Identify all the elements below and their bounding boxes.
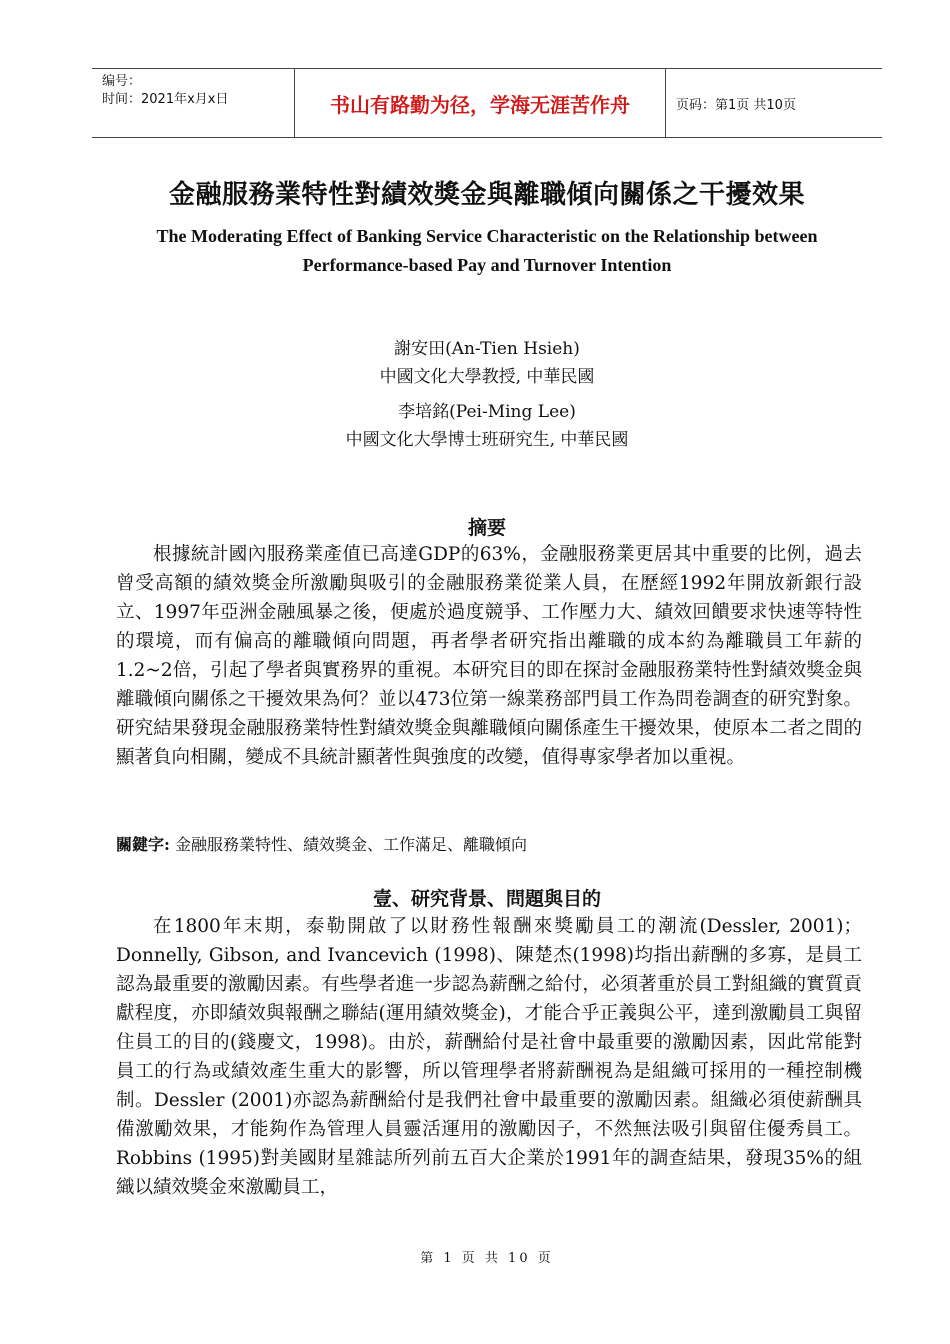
section-1-heading: 壹、研究背景、問題與目的 (372, 888, 601, 910)
author-2-affiliation: 中國文化大學博士班研究生, 中華民國 (345, 430, 629, 450)
header-number: 编号： (102, 74, 142, 89)
section-1-text: 在1800年末期，泰勒開啟了以財務性報酬來獎勵員工的潮流(Dessler, 2001)；Donnelly, Gibson, and Ivancevich (1998)、陳楚杰(1998)均指出薪酬的多寡，是員工認為最重要的激勵因素。有些學者進一步認為薪酬之給付，必須著重於員工對組織的實質貢獻程度，亦即績效與報酬之聯結(運用績效獎金)，才能合乎正義與公平，達到激勵員工與留住員工的目的(錢慶文，1998)。由於，薪酬給付是社會中最重要的激勵因素，因此常能對員工的行為或績效產生重大的影響，所以管理學者將薪酬視為是組織可採用的一種控制機制。Dessler (2001)亦認為薪酬給付是我們社會中最重要的激勵因素。組織必須使薪酬具備激勵效果，才能夠作為管理人員靈活運用的激勵因子，不然無法吸引與留住優秀員工。Robbins (1995)對美國財星雜誌所列前五百大企業於1991年的調查結果，發現35%的組織以績效獎金來激勵員工， (116, 916, 862, 1198)
author-1 (92, 335, 882, 391)
subtitle-line-1: The Moderating Effect of Banking Service Characteristic on the Relationship between (156, 226, 818, 246)
author-1-name: 謝安田(An-Tien Hsieh) (394, 339, 580, 359)
page-header (92, 68, 882, 138)
header-motto: 书山有路勤为径，学海无涯苦作舟 (294, 69, 666, 137)
page-footer: 第 1 页 共 10 页 (420, 1251, 554, 1266)
abstract-text: 根據統計國內服務業產值已高達GDP的63%，金融服務業更居其中重要的比例，過去曾受高額的績效獎金所激勵與吸引的金融服務業從業人員，在歷經1992年開放新銀行設立、1997年亞洲金融風暴之後，便處於過度競爭、工作壓力大、績效回饋要求快速等特性的環境，而有偏高的離職傾向問題，再者學者研究指出離職的成本約為離職員工年薪的1.2~2倍，引起了學者與實務界的重視。本研究目的即在探討金融服務業特性對績效獎金與離職傾向關係之干擾效果為何？並以473位第一線業務部門員工作為問卷調查的研究對象。研究結果發現金融服務業特性對績效獎金與離職傾向關係產生干擾效果，使原本二者之間的顯著負向相關，變成不具統計顯著性與強度的改變，值得專家學者加以重視。 (116, 544, 862, 768)
subtitle-line-2: Performance-based Pay and Turnover Intention (302, 255, 672, 275)
paper-title: 金融服務業特性對績效獎金與離職傾向關係之干擾效果 (168, 180, 805, 210)
author-2-name: 李培銘(Pei-Ming Lee) (398, 402, 576, 422)
section-1-body (116, 912, 862, 1202)
author-1-affiliation: 中國文化大學教授, 中華民國 (379, 367, 595, 387)
keywords-label: 關鍵字: (116, 835, 170, 854)
author-2 (92, 398, 882, 454)
abstract-body (116, 540, 862, 772)
abstract-heading: 摘要 (467, 517, 506, 539)
header-page: 页码：第1页 共10页 (676, 97, 796, 113)
paper-subtitle (100, 222, 874, 280)
header-time: 时间：2021年x月x日 (102, 92, 229, 107)
keywords-text: 金融服務業特性、績效獎金、工作滿足、離職傾向 (175, 835, 528, 854)
keywords (116, 832, 862, 855)
header-meta (92, 69, 294, 137)
